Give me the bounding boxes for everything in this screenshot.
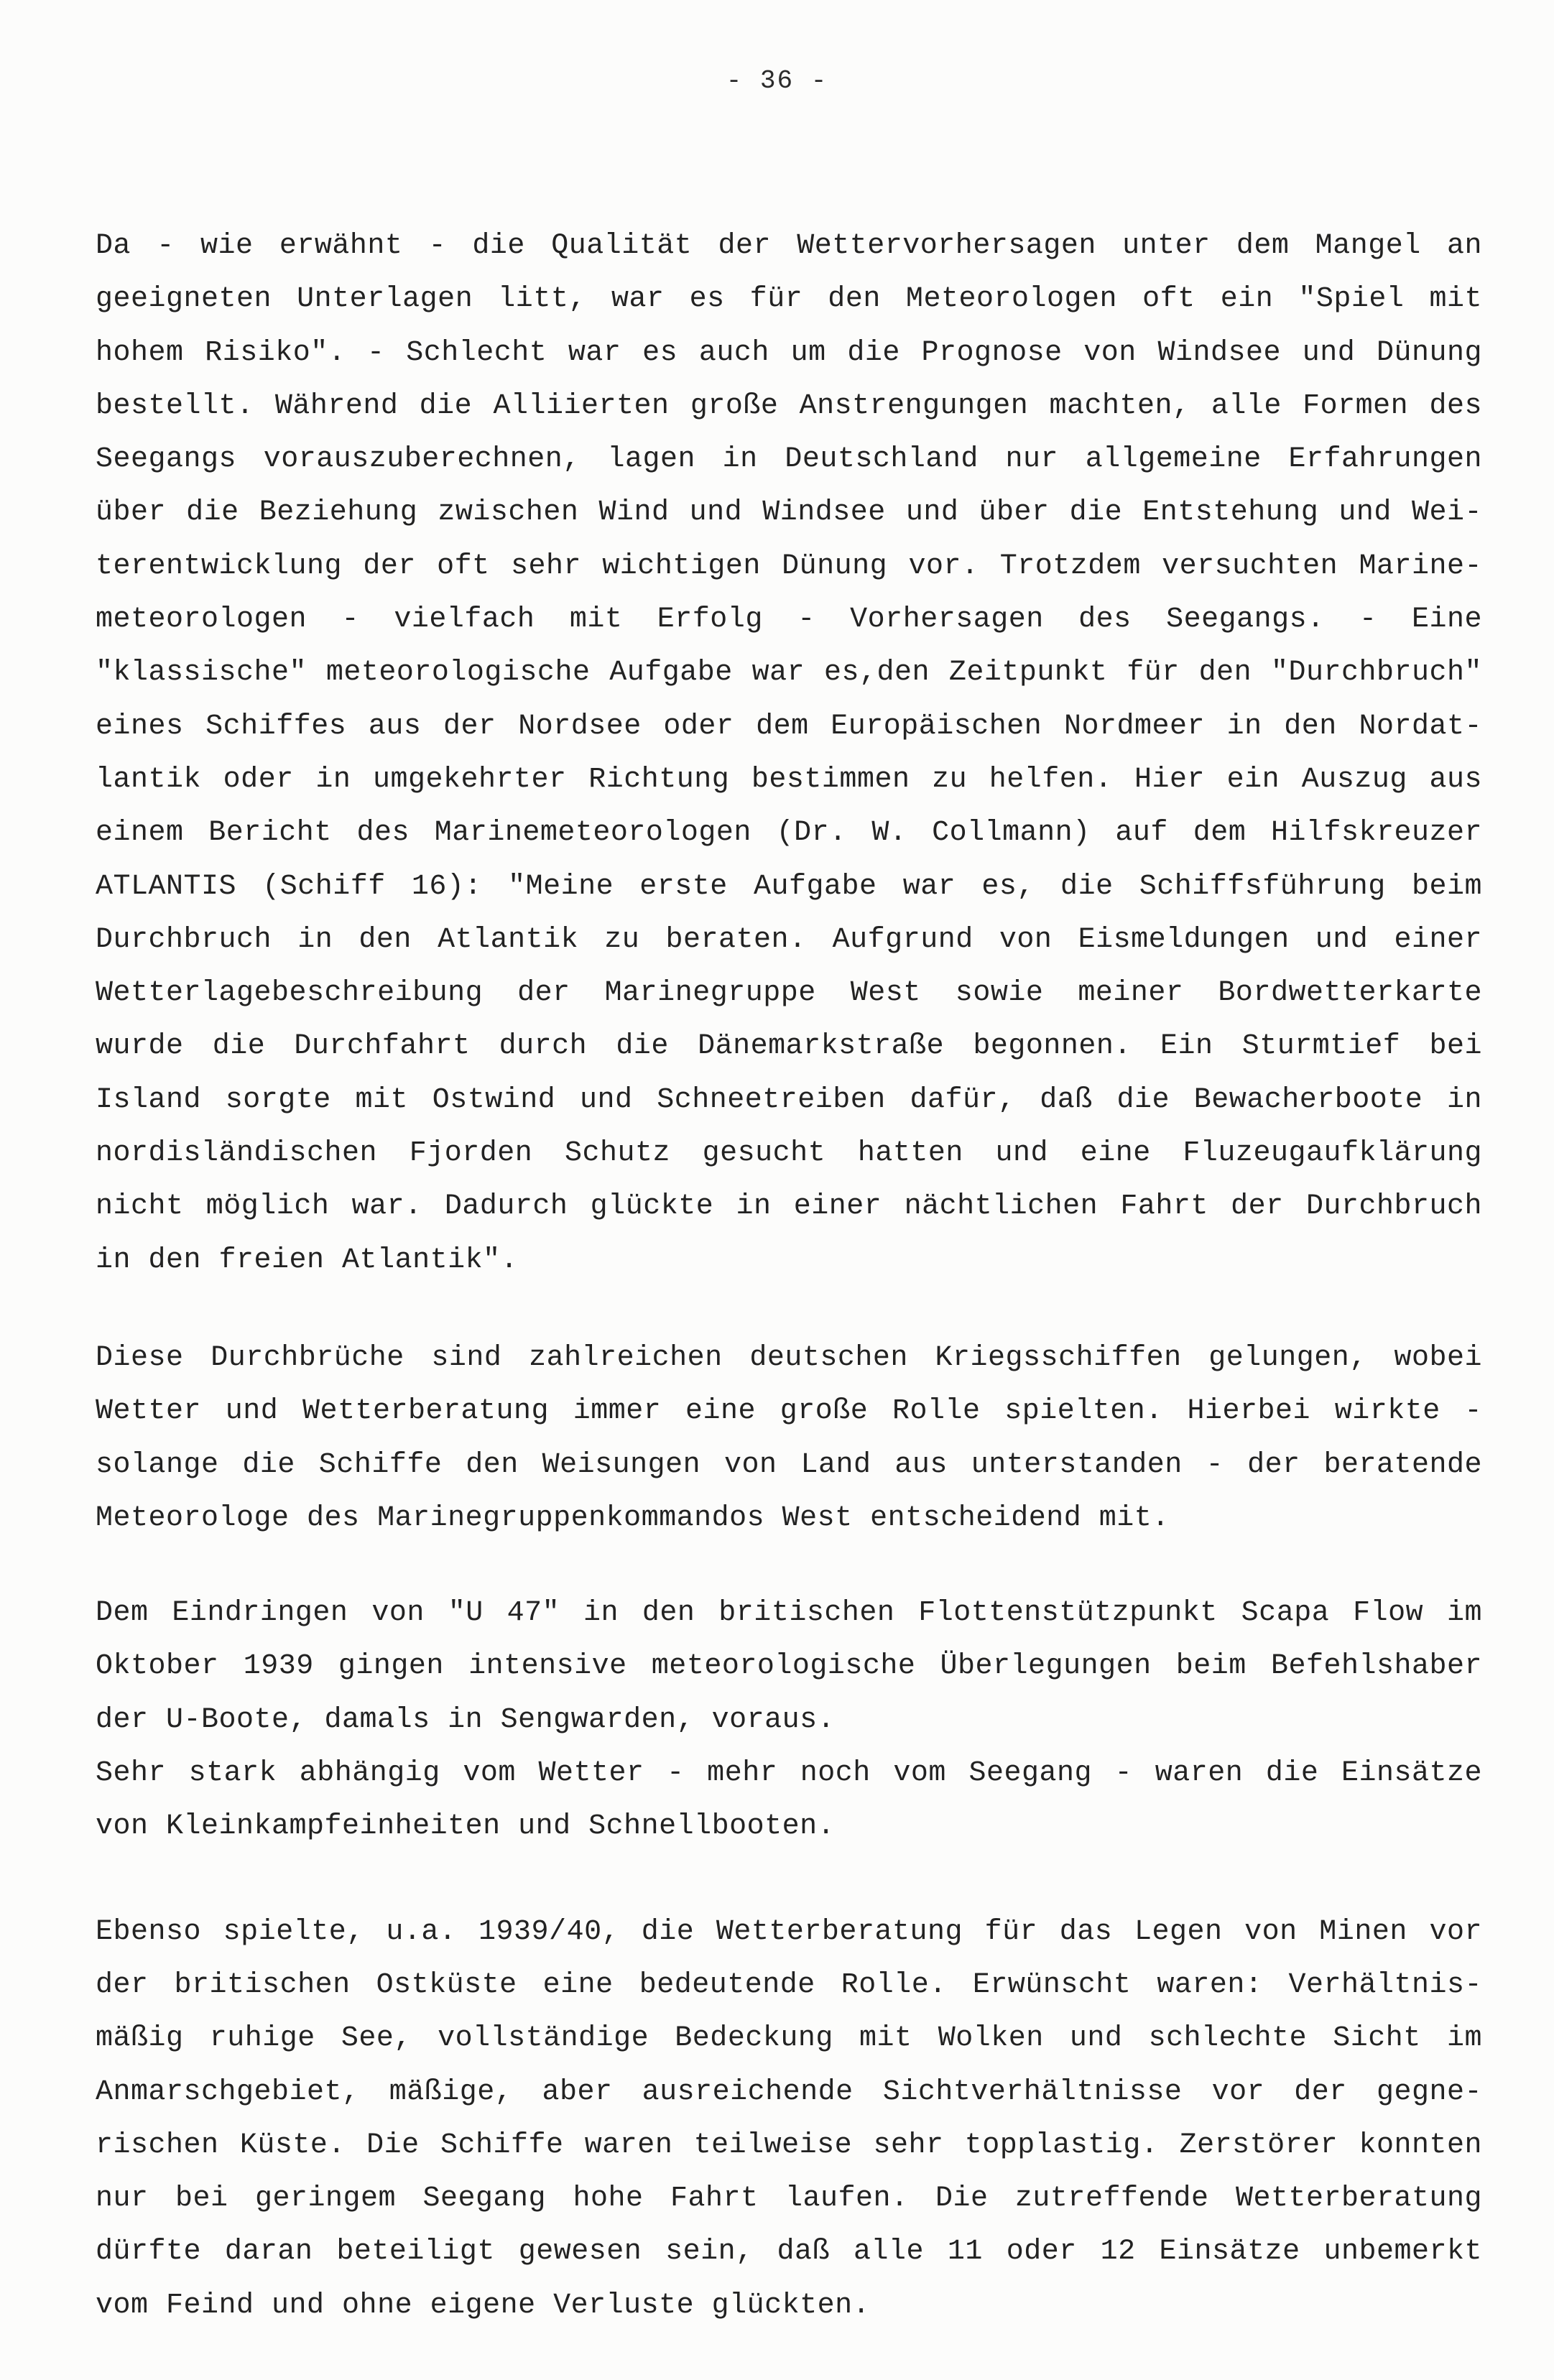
text-line: bestellt. Während die Alliierten große Anstrengungen machten, alle Formen des: [96, 389, 1482, 422]
text-line: wurde die Durchfahrt durch die Dänemarkstraße begonnen. Ein Sturmtief bei: [96, 1030, 1482, 1063]
text-line: Wetterlagebeschreibung der Marinegruppe West sowie meiner Bordwetterkarte: [96, 977, 1482, 1010]
text-line: Meteorologe des Marinegruppenkommandos West entscheidend mit.: [96, 1501, 1170, 1534]
text-line: nur bei geringem Seegang hohe Fahrt laufen. Die zutreffende Wetterberatung: [96, 2182, 1482, 2215]
text-line: lantik oder in umgekehrter Richtung bestimmen zu helfen. Hier ein Auszug aus: [96, 763, 1482, 796]
paragraph-minelaying: [96, 1906, 1482, 2333]
text-line: in den freien Atlantik".: [96, 1244, 519, 1277]
text-line: über die Beziehung zwischen Wind und Windsee und über die Entstehung und Wei-: [96, 496, 1482, 529]
text-line: "klassische" meteorologische Aufgabe war es,den Zeitpunkt für den "Durchbruch": [96, 657, 1482, 690]
text-line: Oktober 1939 gingen intensive meteorologische Überlegungen beim Befehlshaber: [96, 1650, 1482, 1683]
text-line: der britischen Ostküste eine bedeutende Rolle. Erwünscht waren: Verhältnis-: [96, 1968, 1482, 2001]
text-line: mäßig ruhige See, vollständige Bedeckung mit Wolken und schlechte Sicht im: [96, 2022, 1482, 2055]
paragraph-weather-forecast: [96, 220, 1482, 1287]
text-line: der U-Boote, damals in Sengwarden, voraus.: [96, 1703, 836, 1736]
text-line: einem Bericht des Marinemeteorologen (Dr. W. Collmann) auf dem Hilfskreuzer: [96, 817, 1482, 850]
text-line: ATLANTIS (Schiff 16): "Meine erste Aufgabe war es, die Schiffsführung beim: [96, 870, 1482, 903]
text-line: hohem Risiko". - Schlecht war es auch um die Prognose von Windsee und Dünung: [96, 336, 1482, 369]
paragraph-spacer: [96, 1545, 1482, 1587]
text-line: Diese Durchbrüche sind zahlreichen deutschen Kriegsschiffen gelungen, wobei: [96, 1341, 1482, 1374]
text-line: von Kleinkampfeinheiten und Schnellbooten.: [96, 1810, 836, 1843]
text-line: Seegangs vorauszuberechnen, lagen in Deutschland nur allgemeine Erfahrungen: [96, 443, 1482, 476]
text-line: dürfte daran beteiligt gewesen sein, daß alle 11 oder 12 Einsätze unbemerkt: [96, 2236, 1482, 2269]
paragraph-spacer: [96, 1854, 1482, 1906]
text-line: nicht möglich war. Dadurch glückte in einer nächtlichen Fahrt der Durchbruch: [96, 1190, 1482, 1223]
text-line: Ebenso spielte, u.a. 1939/40, die Wetterberatung für das Legen von Minen vor: [96, 1915, 1482, 1948]
text-line: solange die Schiffe den Weisungen von Land aus unterstanden - der beratende: [96, 1448, 1482, 1481]
text-line: Da - wie erwähnt - die Qualität der Wettervorhersagen unter dem Mangel an: [96, 230, 1482, 262]
text-line: rischen Küste. Die Schiffe waren teilweise sehr topplastig. Zerstörer konnten: [96, 2129, 1482, 2162]
text-line: geeigneten Unterlagen litt, war es für den Meteorologen oft ein "Spiel mit: [96, 283, 1482, 316]
text-line: Anmarschgebiet, mäßige, aber ausreichende Sichtverhältnisse vor der gegne-: [96, 2075, 1482, 2108]
page-number: - 36 -: [726, 66, 828, 96]
text-line: Island sorgte mit Ostwind und Schneetreiben dafür, daß die Bewacherboote in: [96, 1083, 1482, 1116]
paragraph-u47: [96, 1587, 1482, 1747]
text-line: terentwicklung der oft sehr wichtigen Dünung vor. Trotzdem versuchten Marine-: [96, 550, 1482, 583]
text-line: Dem Eindringen von "U 47" in den britischen Flottenstützpunkt Scapa Flow im: [96, 1597, 1482, 1630]
text-line: eines Schiffes aus der Nordsee oder dem Europäischen Nordmeer in den Nordat-: [96, 710, 1482, 743]
text-line: Durchbruch in den Atlantik zu beraten. Aufgrund von Eismeldungen und einer: [96, 923, 1482, 956]
text-line: nordisländischen Fjorden Schutz gesucht hatten und eine Fluzeugaufklärung: [96, 1137, 1482, 1170]
paragraph-small-units: [96, 1747, 1482, 1854]
text-line: Sehr stark abhängig vom Wetter - mehr noch vom Seegang - waren die Einsätze: [96, 1757, 1482, 1790]
text-line: vom Feind und ohne eigene Verluste glückten.: [96, 2289, 871, 2322]
text-line: meteorologen - vielfach mit Erfolg - Vorhersagen des Seegangs. - Eine: [96, 603, 1482, 636]
paragraph-spacer: [96, 1287, 1482, 1332]
paragraph-breakthroughs: [96, 1332, 1482, 1545]
text-line: Wetter und Wetterberatung immer eine große Rolle spielten. Hierbei wirkte -: [96, 1395, 1482, 1428]
document-body: [96, 220, 1482, 2333]
